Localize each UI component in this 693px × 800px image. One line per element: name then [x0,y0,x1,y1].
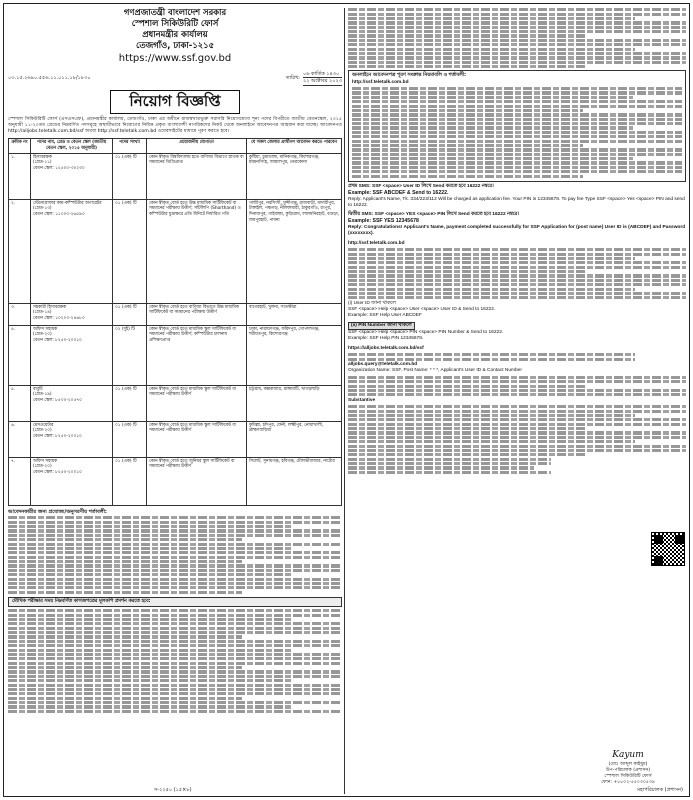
office-name: প্রধানমন্ত্রীর কার্যালয় [142,29,208,40]
signature: Kayum [612,749,644,760]
header [8,7,342,66]
post-grade: (গ্রেড-২০) [33,428,52,434]
website-link[interactable]: https://www.ssf.gov.bd [118,53,232,65]
general-conditions-title: আবেদনকারীর জন্য প্রযোজ্য/অনুসরণীয় শর্তাবলী: [8,508,107,515]
post-grade: (গ্রেড-১৪) [33,310,52,316]
col-header-post: পদের নাম, গ্রেড ও বেতন স্কেল (জাতীয় বেতন স্কেল, ২০১৫ অনুযায়ী) [31,139,113,153]
cell-post [31,303,113,325]
cell-districts: গাজীপুর, নরসিংদী, মুন্সীগঞ্জ, রাজবাড়ী, মাদারীপুর, টাঙ্গাইল, পঞ্চগড়, নীলফামারী, ঠাকুরগাঁও, রংপুর, দিনাজপুর, গাইবান্ধা, কুড়িগ্রাম, লালমনিরহাট, বগুড়া, জয়পুরহাট, পাবনা [247,199,342,303]
col-header-qualification: প্রয়োজনীয় যোগ্যতা [147,139,247,153]
post-scale: বেতন স্কেল: ১২৫০০-৩০২৩০ [33,165,85,171]
cell-districts: কুষ্টিয়া, চুয়াডাঙ্গা, মানিকগঞ্জ, কিশোরগঞ্জ, ময়মনসিংহ, জামালপুর, নেত্রকোনা [247,153,342,199]
footer-dfp: মহাপরিচালক (প্রশাসন) [637,787,683,794]
cell-districts: সিলেট, সুনামগঞ্জ, হবিগঞ্জ, মৌলভীবাজার, নাটোর [247,457,342,505]
help-pin-sms: SSF <space> Help <space> PIN <space> PIN Number & Send to 16222. [348,329,504,335]
memo-line [8,71,342,86]
cell-qualification: কোন স্বীকৃত বোর্ড হতে বাণিজ্য বিভাগে উচ্চ মাধ্যমিক সার্টিফিকেট বা সমমানের পরীক্ষায় উত্তীর্ণ [147,303,247,325]
cell-post [31,385,113,421]
post-name: স্টেনোগ্রাফার কাম-কম্পিউটার অপারেটর [33,200,102,206]
first-sms-reply: Reply: Applicant's Name, Tk. 334/223/112 Will be charged as application fee. Your PIN is 12345678. To pay fee Type SSF <space> Yes <space> PIN and send to 16222. [348,197,685,209]
cell-post [31,153,113,199]
advertisement-page [3,3,690,797]
date-label: তারিখ: [285,74,300,81]
general-conditions-body [8,516,342,594]
date-bangla: ০৬ কার্তিক ১৪৩০ [303,71,342,79]
cell-districts: চট্টগ্রাম, কক্সবাজার, রাঙ্গামাটি, খাগড়াছড়ি [247,385,342,421]
help-userid-sms: SSF <space> Help <space> User <space> User ID & Send to 16222. [348,307,496,312]
intro-paragraph: স্পেশাল সিকিউরিটি ফোর্স (এসএসএফ), প্রধানমন্ত্রীর কার্যালয়, তেজগাঁও, ঢাকা এর অধীনে রাজস্বখাতভুক্ত সরাসরি নিয়োগযোগ্য শূন্য পদের বিপরীতে জাতীয় বেতনস্কেল, ২০১৫ অনুযায়ী ১১-২০তম গ্রেডের নিম্নবর্ণিত পদসমূহে অস্থায়ীভাবে নিয়োগের নিমিত্ত প্রকৃত বাংলাদেশী নাগরিকদের নিকট থেকে অনলাইনে আবেদনপত্র আহবান করা যাচ্ছে। আবেদনপত্র http://alljobs.teletalk.com.bd/ssf অথবা http://ssf.teletalk.com.bd ওয়েবসাইটের মাধ্যমে পূরণ করতে হবে। [8,116,342,134]
post-name: বাবুর্চি [33,386,43,392]
date-english: ২২ অক্টোবর ২০২৩ [302,78,342,85]
table-row [9,303,342,325]
second-sms-instruction: দ্বিতীয় SMS: SSF <space> YES <space> PIN লিখে Send করতে হবে 16222 নম্বরে। [348,211,519,217]
cell-districts: কুমিল্লা, চাঁদপুর, ফেনী, লক্ষ্মীপুর, নোয়াখালী, ব্রাহ্মণবাড়িয়া [247,421,342,457]
cell-qualification: কোন স্বীকৃত বোর্ড হতে জুনিয়র স্কুল সার্টিফিকেট বা সমমানের পরীক্ষায় উত্তীর্ণ [147,457,247,505]
cell-serial: ২. [9,199,31,303]
memo-date [286,71,342,86]
table-row [9,153,342,199]
second-sms-reply: Reply: Congratulations! Applicant's Name, payment completed successfully for SSF Application for (post name) User ID is (ABCDEF) and Password (xxxxxxxx). [348,225,686,237]
first-sms-example: Example: SSF ABCDEF & Send to 16222. [348,190,449,197]
pin-label: (ii) PIN Number জানা থাকলে [348,322,415,330]
post-name: অফিস সহায়ক [33,458,58,464]
cell-post [31,421,113,457]
alljobs-url[interactable]: https://alljobs.teletalk.com.bd/ssf [348,345,424,351]
post-grade: (গ্রেড-২০) [33,464,52,470]
post-scale: বেতন স্কেল: ১০২০০-২৪৬৮০ [33,315,85,321]
first-sms-instruction: প্রথম SMS: SSF <space> User ID লিখে Send করতে হবে 16222 নম্বরে। [348,183,494,189]
cell-count: ০১ (এক) টি [113,303,147,325]
cell-districts: বাগেরহাট, খুলনা, সাতক্ষীরা [247,303,342,325]
signatory-title: উপ-পরিচালক (প্রশাসন) [605,767,651,773]
cell-count: ০১ (এক) টি [113,421,147,457]
col-header-count: পদের সংখ্যা [113,139,147,153]
govt-name: গণপ্রজাতন্ত্রী বাংলাদেশ সরকার [123,7,227,17]
help-userid-example: Example: SSF Help User ABCDEF [348,313,422,319]
cell-serial: ৩. [9,303,31,325]
table-row [9,385,342,421]
post-scale: বেতন স্কেল: ৮২৫০-২০০১০ [33,469,82,475]
online-instructions-title: অনলাইনে আবেদনপত্র পূরণ সংক্রান্ত নিয়মাবলি ও শর্তাবলী: [352,73,467,79]
footer-code: স-২২৫০ (১৫×৮) [154,787,192,794]
right-column [348,7,686,793]
post-scale: বেতন স্কেল: ১১০০০-২৬৫৯০ [33,211,85,217]
post-name: মেসওয়েটার [33,422,54,428]
cell-qualification: কোন স্বীকৃত বোর্ড হতে মাধ্যমিক স্কুল সার্টিফিকেট বা সমমানের পরীক্ষায় উত্তীর্ণ [147,421,247,457]
post-scale: বেতন স্কেল: ৮২৫০-২০০১০ [33,433,82,439]
cell-serial: ৫. [9,385,31,421]
substantive-note: Substantive [348,397,376,403]
left-column [8,7,342,793]
help-pin-example: Example: SSF Help PIN 12345678. [348,336,424,342]
table-header-row [9,139,342,153]
post-name: সহকারী হিসাবরক্ষক [33,304,67,310]
qr-code-icon[interactable] [651,532,685,566]
cell-serial: ৪. [9,325,31,385]
cell-serial: ৭. [9,457,31,505]
post-grade: (গ্রেড-১৩) [33,206,52,212]
cell-qualification: কোন স্বীকৃত বোর্ড হতে মাধ্যমিক স্কুল সার্টিফিকেট বা সমমানের পরীক্ষায় উত্তীর্ণ [147,385,247,421]
post-payment-steps [348,241,686,300]
query-email[interactable]: alljobs.query@teletalk.com.bd [348,361,418,367]
cell-post [31,199,113,303]
memo-number: ০৩.১৫.২৬৯০.৫৫৬.১১.০১১.১৮/১৮৩০ [8,74,91,81]
posts-table [8,138,342,505]
email-subject-format: Organization Name: SSF, Post Name: * * *, Applicant's User ID & Contact Number [348,368,522,374]
col-header-districts: যে সকল জেলার প্রার্থীগণ আবেদন করতে পারবেন [247,139,342,153]
signatory-name: (মোঃ আব্দুল কাইয়ুম) [608,761,648,767]
column-divider [344,8,345,794]
lost-userid-label: (i) User ID জানা থাকলে [348,300,396,306]
signatory-org: স্পেশাল সিকিউরিটি ফোর্স [604,773,652,779]
web-url[interactable]: http://ssf.teletalk.com.bd [348,240,405,246]
table-row [9,199,342,303]
cell-count: ০১ (এক) টি [113,199,147,303]
signatory-phone: ফোন: +৮৮০২-৫৫০৩০৫৩৯ [601,779,655,785]
post-grade: (গ্রেড-১৯) [33,392,52,398]
right-top-conditions [348,8,686,68]
dates [303,71,342,86]
cell-serial: ১. [9,153,31,199]
post-scale: বেতন স্কেল: ৮২৫০-২০০১০ [33,337,82,343]
col-header-serial: ক্রমিক নং [9,139,31,153]
cell-post [31,457,113,505]
online-url[interactable]: http://ssf.teletalk.com.bd [352,79,409,85]
signature-block [573,750,683,786]
cell-serial: ৬. [9,421,31,457]
qr-section [348,346,686,474]
org-name: স্পেশাল সিকিউরিটি ফোর্স [131,18,219,29]
table-row [9,325,342,385]
address: তেজগাঁও, ঢাকা-১২১৫ [135,40,215,51]
cell-count: ০১ (এক) টি [113,153,147,199]
verbal-test-body [8,609,342,713]
second-sms-example: Example: SSF YES 12345678 [348,218,419,225]
online-instructions [348,70,686,182]
table-row [9,457,342,505]
cell-qualification: কোন স্বীকৃত বিশ্ববিদ্যালয় হতে বাণিজ্য বিভাগে স্নাতক বা সমমানের ডিগ্রিপ্রাপ্ত [147,153,247,199]
post-scale: বেতন স্কেল: ৮৫০০-২০৫৭০ [33,397,82,403]
cell-post [31,325,113,385]
cell-districts: ঢাকা, নারায়ণগঞ্জ, ফরিদপুর, গোপালগঞ্জ, শরীয়তপুর, কিশোরগঞ্জ [247,325,342,385]
post-grade: (গ্রেড-২০) [33,332,52,338]
post-name: হিসাবরক্ষক [33,154,52,160]
cell-count: ০১ (এক) টি [113,457,147,505]
table-row [9,421,342,457]
cell-qualification: কোন স্বীকৃত বোর্ড হতে উচ্চ মাধ্যমিক সার্টিফিকেট বা সমমানের পরীক্ষায় উত্তীর্ণ; সাঁটলিপি (Shorthand) ও কম্পিউটার মুদ্রাক্ষরে প্রতি মিনিটে নির্ধারিত গতি [147,199,247,303]
verbal-test-title: মৌখিক পরীক্ষার সময় নিম্নবর্ণিত কাগজপত্রের মূলকপি প্রদর্শন করতে হবে: [8,597,342,607]
cell-qualification: কোন স্বীকৃত বোর্ড হতে মাধ্যমিক স্কুল সার্টিফিকেট বা সমমানের পরীক্ষায় উত্তীর্ণ; কম্পিউটার চালনায় প্রশিক্ষণপ্রাপ্ত [147,325,247,385]
post-grade: (গ্রেড-১১) [33,160,52,166]
cell-count: ০২ (দুই) টি [113,325,147,385]
cell-count: ০১ (এক) টি [113,385,147,421]
notice-title: নিয়োগ বিজ্ঞপ্তি [110,90,240,114]
pin-tag-wrap [348,322,686,330]
post-name: অফিস সহায়ক [33,326,58,332]
